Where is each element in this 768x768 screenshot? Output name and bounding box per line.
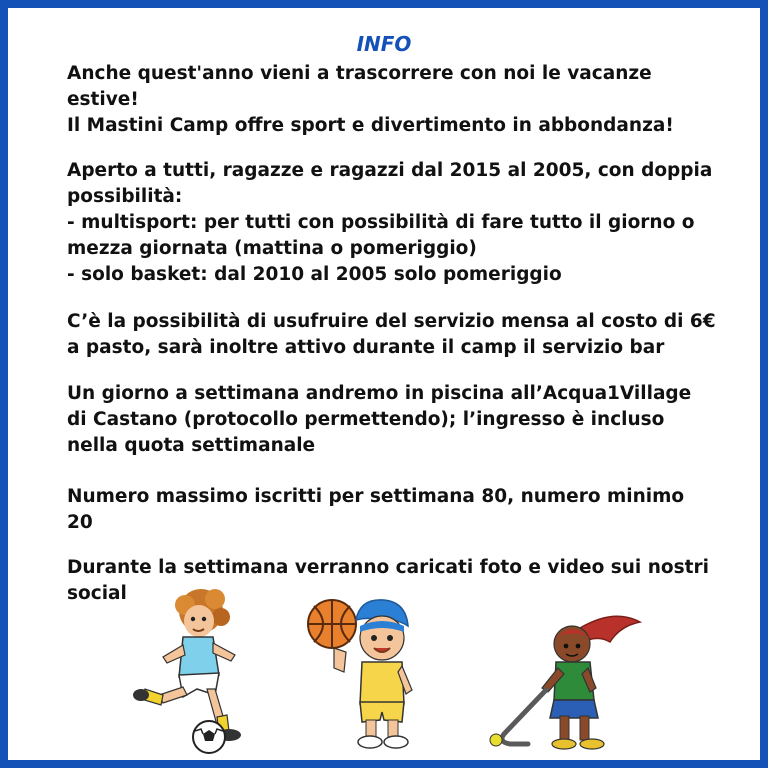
text-line: 20 (67, 512, 93, 533)
text-line: social (67, 583, 127, 604)
text-line: estive! (67, 89, 139, 110)
eligibility-paragraph (67, 158, 717, 288)
intro-paragraph (67, 61, 717, 139)
text-line: possibilità: (67, 186, 183, 207)
text-line: mezza giornata (mattina o pomeriggio) (67, 238, 477, 259)
soccer-ball-icon (193, 721, 225, 753)
text-line: a pasto, sarà inoltre attivo durante il camp il servizio bar (67, 337, 665, 358)
text-line: Numero massimo iscritti per settimana 80, numero minimo (67, 486, 685, 507)
soccer-player-boy-icon (133, 585, 253, 755)
text-line: nella quota settimanale (67, 435, 316, 456)
text-line: Il Mastini Camp offre sport e divertimento in abbondanza! (67, 115, 674, 136)
text-line: C’è la possibilità di usufruire del servizio mensa al costo di 6€ (67, 311, 716, 332)
text-line: Anche quest'anno vieni a trascorrere con noi le vacanze (67, 63, 652, 84)
page-title: INFO (356, 32, 412, 56)
text-line: - multisport: per tutti con possibilità di fare tutto il giorno o (67, 212, 695, 233)
text-line: di Castano (protocollo permettendo); l’ingresso è incluso (67, 409, 665, 430)
text-line: - solo basket: dal 2010 al 2005 solo pomeriggio (67, 264, 562, 285)
capacity-paragraph (67, 484, 717, 536)
basketball-boy-icon (300, 592, 415, 754)
basketball-icon (308, 600, 356, 648)
canteen-paragraph (67, 309, 717, 361)
text-line: Un giorno a settimana andremo in piscina all’Acqua1Village (67, 383, 692, 404)
pool-paragraph (67, 381, 717, 459)
text-line: Aperto a tutti, ragazze e ragazzi dal 2015 al 2005, con doppia (67, 160, 713, 181)
text-line: Durante la settimana verranno caricati foto e video sui nostri (67, 557, 709, 578)
hockey-girl-icon (484, 602, 644, 757)
